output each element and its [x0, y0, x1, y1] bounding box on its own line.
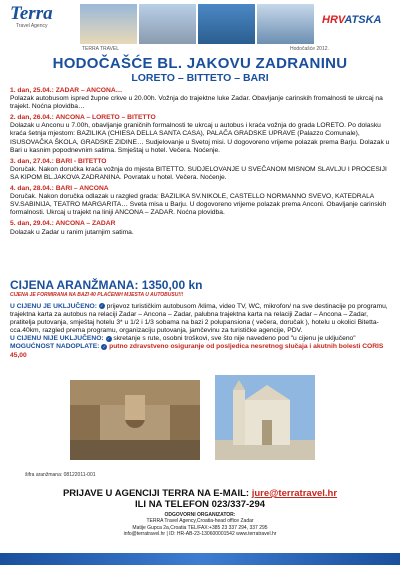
price-note: CIJENA JE FORMIRANA NA BAZI 40 PLAĆENIH MJESTA U AUTOBUSU!!!	[10, 292, 184, 298]
itinerary-day	[10, 185, 390, 217]
day-heading: 2. dan, 26.04.: ANCONA – LORETO – BITETTO	[10, 114, 156, 122]
check-icon: ✓	[102, 343, 106, 349]
email-link[interactable]: jure@terratravel.hr	[251, 488, 338, 499]
day-text: Dolazak u Zadar u ranim jutarnjim satima.	[10, 228, 134, 236]
photo-panel	[198, 4, 255, 44]
logo-tagline: Travel Agency	[16, 23, 48, 29]
day-heading: 1. dan, 25.04.: ZADAR – ANCONA…	[10, 87, 123, 94]
photo-panel	[80, 4, 137, 44]
itinerary-day	[10, 87, 390, 111]
itinerary-day	[10, 220, 390, 236]
organizer-line: TERRA Travel Agency,Croatia-head office Zadar	[146, 518, 254, 525]
croatia-logo: HRVATSKA	[322, 14, 382, 26]
organizer-line: Matije Gupca 2a,Croatia TEL/FAX:+385 23 337 294, 337 295	[132, 524, 268, 531]
logo-word: Terra	[10, 3, 53, 24]
extra-block	[10, 343, 390, 359]
day-heading: 5. dan, 29.04.: ANCONA – ZADAR	[10, 220, 116, 228]
extra-text: putno zdravstveno osiguranje od posljedica nesretnog slučaja i akutnih bolesti CORIS 45,00	[10, 343, 384, 359]
header-photo-strip	[80, 4, 314, 44]
included-block	[10, 303, 390, 335]
included-text: prijevoz turističkim autobusom /klima, video TV, WC, mikrofon/ na sve destinacije po programu, trajektna karta za autobus na relaciji Zadar – Ancona – Zadar, palubna trajektna karta na relaciji Zadar – Ancona – Zadar, pratitelja putovanja, smještaj hotelu 3* u 1/2 i 1/3 sobama na bazi 2 polupansiona ( večera, doručak ), hotelu u okolici Bitetta-cca.40km, razgled prema programu, organizaciju putovanja, jamčevinu za turističke agencije, PDV.	[10, 303, 388, 335]
day-text: Doručak. Nakon doručka kraća vožnja do mjesta BITETTO. SUDJELOVANJE U SVEČANOM MISNOM SLAVLJU I PROCESIJI SA KIPOM BL.JAKOVA ZADRANINA. Povratak u hotel. Večera. Noćenje.	[10, 165, 387, 181]
day-heading: 3. dan, 27.04.: BARI - BITETTO	[10, 157, 107, 165]
year-label: Hodočašće 2012.	[290, 46, 329, 52]
extra-label: MOGUĆNOST NADOPLATE:	[10, 343, 100, 351]
photo-panel	[257, 4, 314, 44]
inclusions	[10, 303, 390, 360]
booking-code: šifra aranžmana: 08122011-001	[25, 472, 96, 478]
day-text: Dolazak u Anconu u 7.00h, obavljanje graničnih formalnosti te ukrcaj u autobus i kraća vožnja do grada LORETO. Po dolasku kraća šetnja mjestom: BAZILIKA (CHIESA DELLA SANTA CASA), PALAČA GRADSKE UPRAVE (Palazzo Comunale), ISUSOVAČKA ŠKOLA, GRADSKE ZIDINE… Sudjelovanje u Svetoj misi. U dogovoreno vrijeme polazak prema Barju. Dolazak u Bari u kasnim popodnevnim satima. Smještaj u hotel. Večera. Noćenje.	[10, 122, 390, 154]
day-text: Polazak autobusom ispred župne crkve u 20.00h. Vožnja do trajektne luke Zadar. Obavljanje carinskih fromalnosti te ukrcaj na trajekt. Noćna plovidba…	[10, 95, 383, 111]
organizer-heading: ODGOVORNI ORGANIZATOR:	[164, 512, 236, 518]
terra-logo	[10, 4, 70, 44]
included-label: U CIJENU JE UKLJUČENO:	[10, 303, 97, 310]
contact-prefix: PRIJAVE U AGENCIJI TERRA NA E-MAIL:	[62, 488, 250, 499]
page-title: HODOČAŠĆE BL. JAKOVU ZADRANINU	[52, 55, 348, 72]
itinerary-day	[10, 158, 390, 182]
organizer-info	[0, 512, 400, 537]
check-icon: ✓	[106, 335, 111, 341]
footer-bar	[0, 553, 400, 565]
loreto-aerial-photo	[70, 380, 200, 460]
contact-phone-line: ILI NA TELEFON 023/337-294	[134, 499, 266, 510]
page-subtitle: LORETO – BITTETO – BARI	[131, 72, 269, 84]
day-text: Doručak. Nakon doručka odlazak u razgled grada: BAZILIKA SV.NIKOLE, CASTELLO NORMANNO SVEVO, KATEDRALA SV.SABINIJA, TEATRO MARGARITA… Sveta misa u Barju. U dogovoreno vrijeme polazak prema Anconi. Obavljanje carinskih formalnosti. Ukrcaj u trajekt na liniji ANCONA – ZADAR. Noćna plovidba.	[10, 193, 387, 217]
church-photo	[215, 375, 315, 460]
price-label: CIJENA ARANŽMANA: 1350,00 kn	[10, 278, 203, 292]
excluded-label: U CIJENU NIJE UKLJUČENO:	[10, 335, 104, 343]
agency-label: TERRA TRAVEL	[82, 46, 120, 52]
day-heading: 4. dan, 28.04.: BARI – ANCONA	[10, 185, 109, 193]
organizer-line: info@terratravel.hr | ID: HR-AB-23-130600001542 www.terratravel.hr	[123, 530, 277, 537]
itinerary	[10, 87, 390, 240]
itinerary-day	[10, 114, 390, 154]
excluded-text: skretanje s rute, osobni troškovi, sve što nije navedeno pod "u cijenu je uključeno"	[113, 335, 356, 343]
check-icon: ✓	[100, 303, 104, 309]
photo-panel	[139, 4, 196, 44]
contact-email-line	[0, 488, 400, 499]
